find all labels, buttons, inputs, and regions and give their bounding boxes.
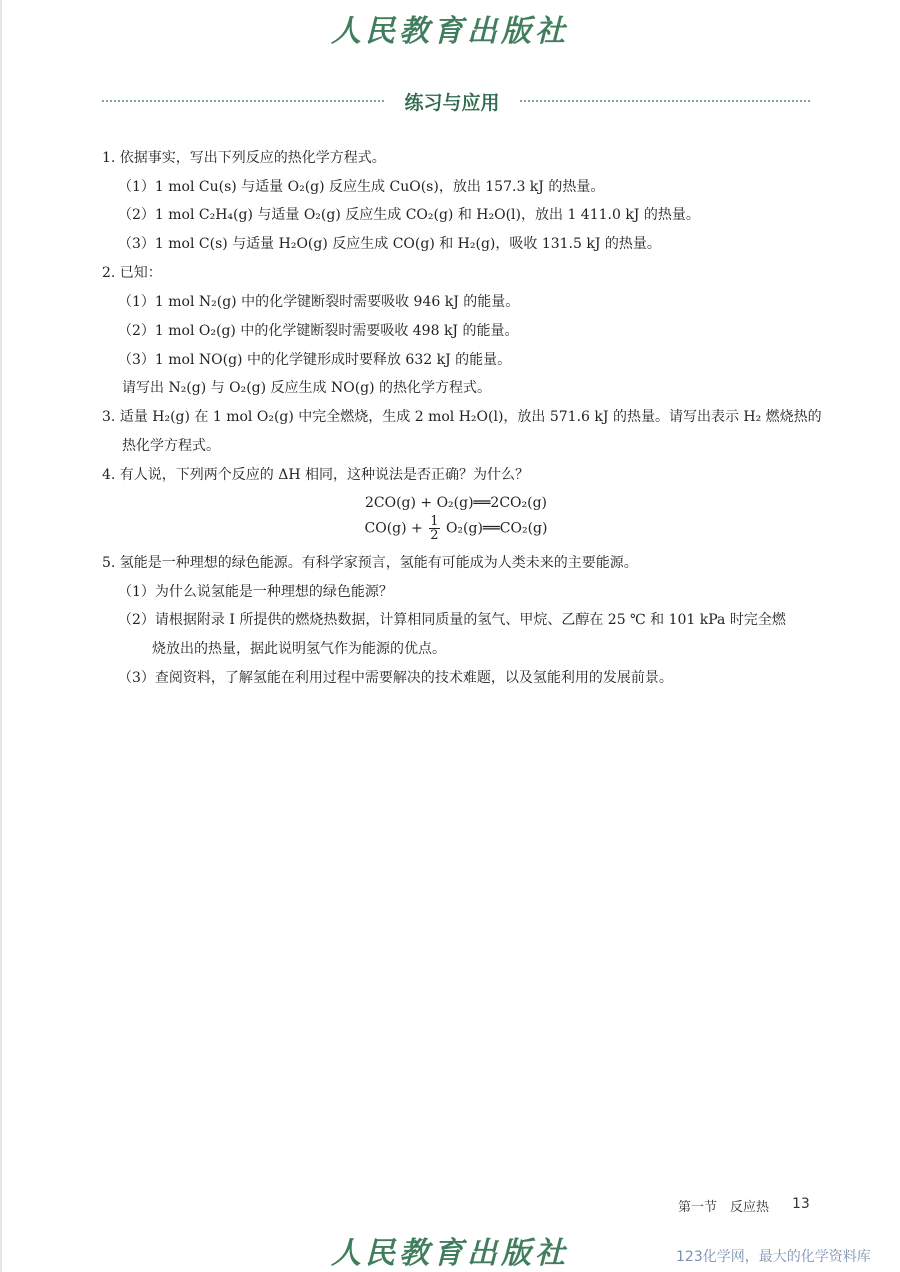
page-edge (0, 0, 2, 1272)
question-3-line-2: 热化学方程式。 (122, 438, 220, 454)
question-2-ask: 请写出 N₂(g) 与 O₂(g) 反应生成 NO(g) 的热化学方程式。 (122, 380, 492, 396)
dotted-rule-right (520, 100, 810, 102)
fraction-one-half (429, 515, 439, 542)
question-5-stem: 5. 氢能是一种理想的绿色能源。有科学家预言，氢能有可能成为人类未来的主要能源。 (102, 555, 638, 571)
fraction-denominator: 2 (430, 528, 439, 543)
equation-2-left: CO(g) + (364, 520, 423, 537)
question-1-part-2: （2）1 mol C₂H₄(g) 与适量 O₂(g) 反应生成 CO₂(g) 和 H₂O(l)，放出 1 411.0 kJ 的热量。 (118, 207, 700, 223)
dotted-rule-left (102, 100, 384, 102)
question-1-stem: 1. 依据事实，写出下列反应的热化学方程式。 (102, 150, 386, 166)
equation-1: 2CO(g) + O₂(g)══2CO₂(g) (364, 495, 548, 511)
section-title: 练习与应用 (404, 92, 500, 114)
page-number: 13 (792, 1196, 810, 1212)
question-3-line-1: 3. 适量 H₂(g) 在 1 mol O₂(g) 中完全燃烧，生成 2 mol H₂O(l)，放出 571.6 kJ 的热量。请写出表示 H₂ 燃烧热的 (102, 409, 822, 425)
publisher-logo-bottom: 人民教育出版社 (331, 1236, 569, 1271)
question-2-stem: 2. 已知： (102, 265, 162, 281)
question-5-part-2-line-1: （2）请根据附录 Ⅰ 所提供的燃烧热数据，计算相同质量的氢气、甲烷、乙醇在 25 ℃ 和 101 kPa 时完全燃 (118, 612, 786, 628)
question-5-part-2-line-2: 烧放出的热量，据此说明氢气作为能源的优点。 (152, 641, 446, 657)
publisher-logo: 人民教育出版社 (331, 14, 569, 49)
question-5-part-1: （1）为什么说氢能是一种理想的绿色能源？ (118, 584, 393, 600)
footer-section-label: 第一节 反应热 (678, 1200, 770, 1215)
equation-2-right: O₂(g)══CO₂(g) (445, 520, 548, 537)
question-1-part-3: （3）1 mol C(s) 与适量 H₂O(g) 反应生成 CO(g) 和 H₂(g)，吸收 131.5 kJ 的热量。 (118, 236, 661, 252)
fraction-numerator: 1 (430, 514, 439, 529)
question-2-part-1: （1）1 mol N₂(g) 中的化学键断裂时需要吸收 946 kJ 的能量。 (118, 294, 520, 310)
watermark-text: 123化学网，最大的化学资料库 (676, 1249, 871, 1265)
question-1-part-1: （1）1 mol Cu(s) 与适量 O₂(g) 反应生成 CuO(s)，放出 157.3 kJ 的热量。 (118, 179, 605, 195)
question-4-stem: 4. 有人说，下列两个反应的 ΔH 相同，这种说法是否正确？为什么？ (102, 467, 530, 483)
question-5-part-3: （3）查阅资料，了解氢能在利用过程中需要解决的技术难题，以及氢能利用的发展前景。 (118, 670, 673, 686)
question-2-part-3: （3）1 mol NO(g) 中的化学键形成时要释放 632 kJ 的能量。 (118, 352, 512, 368)
question-2-part-2: （2）1 mol O₂(g) 中的化学键断裂时需要吸收 498 kJ 的能量。 (118, 323, 519, 339)
section-header (102, 88, 810, 114)
equation-2 (102, 515, 810, 542)
